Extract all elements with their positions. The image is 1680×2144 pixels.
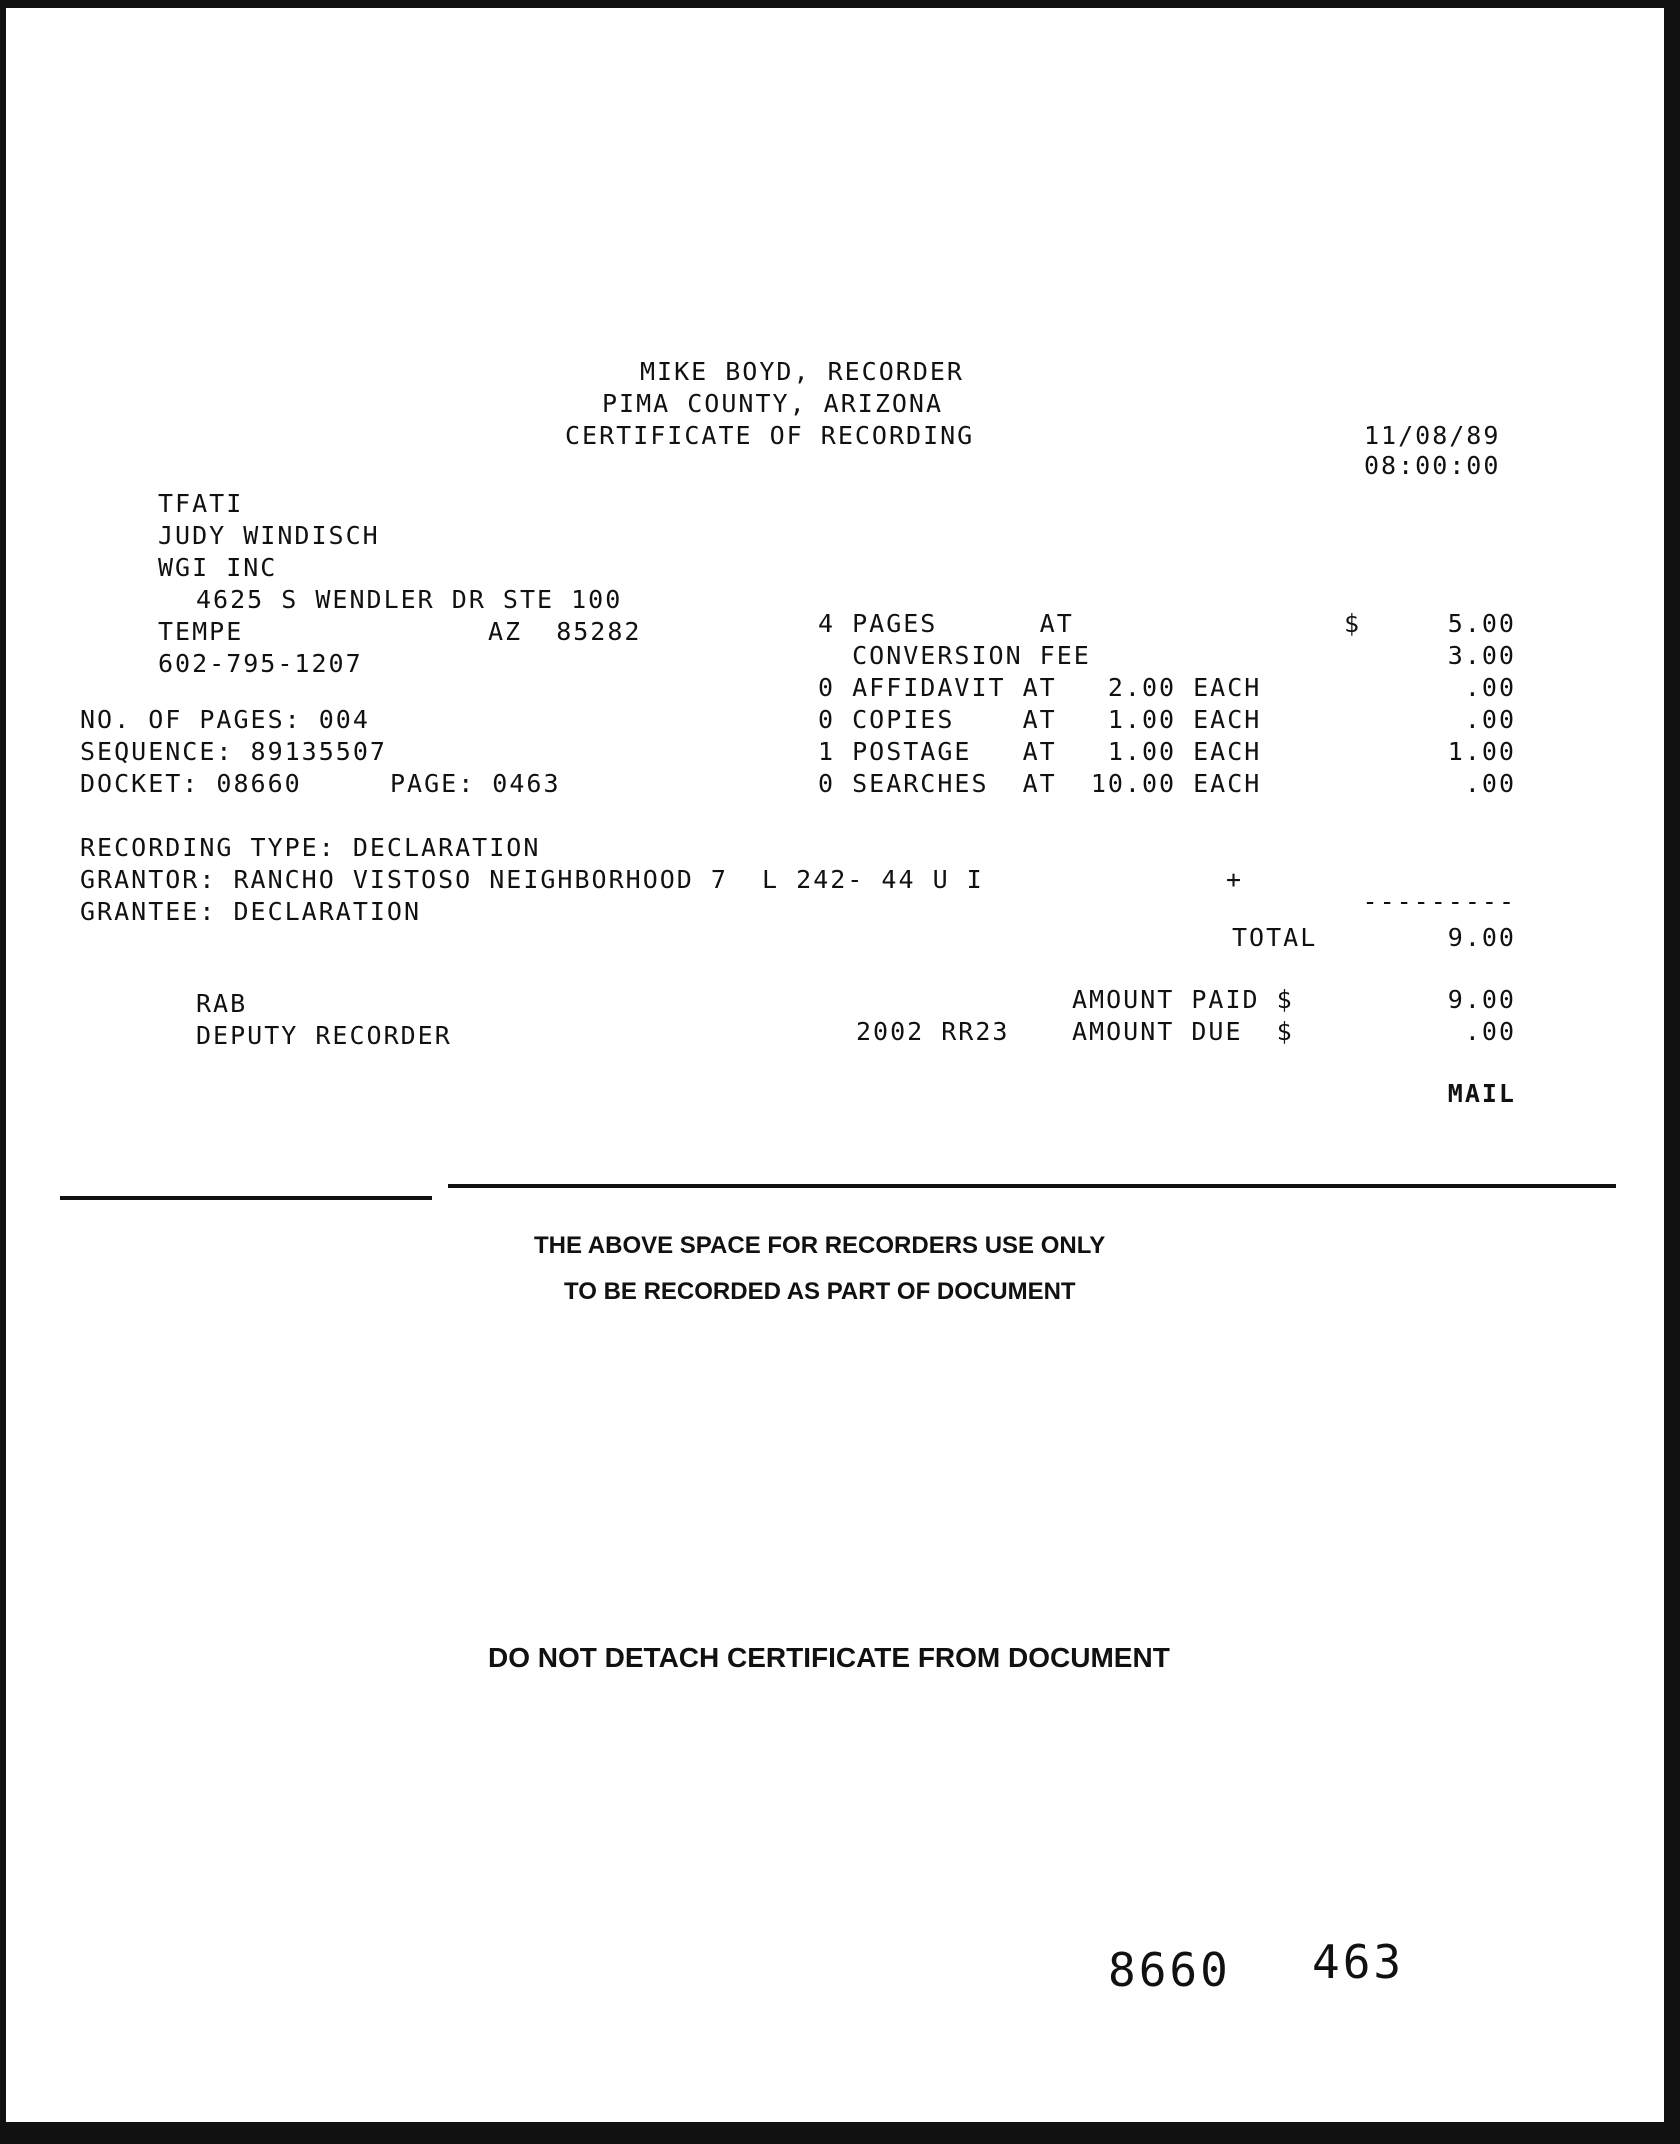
plus-mark: + <box>1226 865 1244 894</box>
separator-line-left <box>60 1196 432 1200</box>
recorders-use-notice: THE ABOVE SPACE FOR RECORDERS USE ONLY <box>534 1232 1106 1259</box>
footer-docket-number: 8660 <box>1108 1943 1231 1997</box>
footer-page-number: 463 <box>1312 1935 1405 1989</box>
fee-row-desc: 0 COPIES AT 1.00 EACH <box>818 705 1262 734</box>
total-label: TOTAL <box>1232 923 1318 952</box>
addressee-line3: WGI INC <box>158 553 278 582</box>
amount-due-value: .00 <box>1464 1017 1516 1046</box>
total-dashes: --------- <box>1362 887 1516 916</box>
addressee-street: 4625 S WENDLER DR STE 100 <box>196 585 623 614</box>
grantee: GRANTEE: DECLARATION <box>80 897 422 926</box>
grantor: GRANTOR: RANCHO VISTOSO NEIGHBORHOOD 7 L 242- 44 U I <box>80 865 984 894</box>
fee-row-desc: 0 AFFIDAVIT AT 2.00 EACH <box>818 673 1262 702</box>
certificate-title: CERTIFICATE OF RECORDING <box>565 421 975 450</box>
fee-row-amount: .00 <box>1464 705 1516 734</box>
addressee-phone: 602-795-1207 <box>158 649 363 678</box>
total-value: 9.00 <box>1447 923 1516 952</box>
deputy-title: DEPUTY RECORDER <box>196 1021 452 1050</box>
amount-paid-value: 9.00 <box>1447 985 1516 1014</box>
addressee-state-zip: AZ 85282 <box>488 617 642 646</box>
amount-due-label: AMOUNT DUE $ <box>1072 1017 1294 1046</box>
county-name: PIMA COUNTY, ARIZONA <box>602 389 944 418</box>
scan-edge-right <box>1664 0 1680 2144</box>
fee-row-desc: 1 POSTAGE AT 1.00 EACH <box>818 737 1262 766</box>
fee-row-desc: 0 SEARCHES AT 10.00 EACH <box>818 769 1262 798</box>
fee-row-amount: 1.00 <box>1447 737 1516 766</box>
fee-row-amount: .00 <box>1464 769 1516 798</box>
number-of-pages: NO. OF PAGES: 004 <box>80 705 370 734</box>
docket-number: DOCKET: 08660 <box>80 769 302 798</box>
sequence-number: SEQUENCE: 89135507 <box>80 737 387 766</box>
fee-row-amount: 3.00 <box>1447 641 1516 670</box>
fee-row-desc: 4 PAGES AT <box>818 609 1074 638</box>
receipt-code: 2002 RR23 <box>856 1017 1010 1046</box>
recording-type: RECORDING TYPE: DECLARATION <box>80 833 541 862</box>
scan-edge-left <box>0 0 6 2144</box>
separator-line-right <box>448 1184 1616 1188</box>
scan-edge-top <box>0 0 1680 8</box>
recording-date: 11/08/89 <box>1364 421 1501 450</box>
addressee-city: TEMPE <box>158 617 244 646</box>
fee-row-dollar: $ <box>1344 609 1362 638</box>
amount-paid-label: AMOUNT PAID $ <box>1072 985 1294 1014</box>
fee-row-amount: 5.00 <box>1447 609 1516 638</box>
deputy-initials: RAB <box>196 989 248 1018</box>
fee-row-amount: .00 <box>1464 673 1516 702</box>
addressee-line1: TFATI <box>158 489 244 518</box>
scan-edge-bottom <box>0 2122 1680 2144</box>
fee-row-desc: CONVERSION FEE <box>818 641 1091 670</box>
recording-time: 08:00:00 <box>1364 451 1501 480</box>
addressee-line2: JUDY WINDISCH <box>158 521 380 550</box>
recorder-name: MIKE BOYD, RECORDER <box>640 357 964 386</box>
docket-page: PAGE: 0463 <box>390 769 561 798</box>
record-as-part-notice: TO BE RECORDED AS PART OF DOCUMENT <box>564 1278 1076 1305</box>
do-not-detach-notice: DO NOT DETACH CERTIFICATE FROM DOCUMENT <box>488 1642 1170 1673</box>
mail-indicator: MAIL <box>1447 1079 1516 1108</box>
